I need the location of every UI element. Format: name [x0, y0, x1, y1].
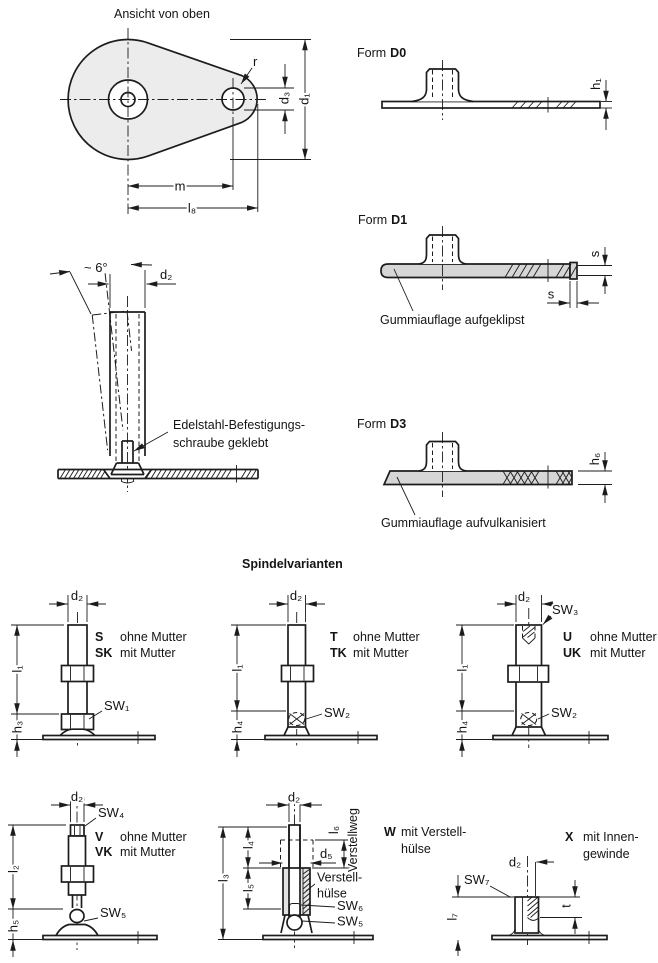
- d0-plate: [382, 102, 600, 109]
- code-v: V: [95, 830, 104, 844]
- dimension-l4: [241, 827, 282, 868]
- dim-label-d1: d₁: [296, 93, 312, 105]
- form-d0-figure: [357, 46, 612, 130]
- form-d1-figure: [358, 213, 612, 327]
- d3-caption: Gummiauflage aufvulkanisiert: [381, 516, 546, 530]
- variant-w: [216, 790, 467, 951]
- sw5-leader: [84, 918, 98, 921]
- desc-vk: mit Mutter: [120, 845, 176, 859]
- dimension-d1: [297, 40, 312, 160]
- dim-label-r: r: [253, 54, 258, 69]
- dimension-l5: [241, 868, 282, 909]
- dim-label-sw7: SW₇: [464, 872, 490, 887]
- mid-nut: [62, 866, 94, 882]
- tilt-figure: [50, 260, 305, 492]
- dim-label-h1: h₁: [588, 78, 603, 90]
- dim-label-h4: h₄: [229, 720, 245, 734]
- dimension-d2: [266, 790, 322, 823]
- code-s: S: [95, 630, 104, 644]
- dimension-s-horizontal: [547, 281, 599, 308]
- dimension-h6: [578, 452, 612, 503]
- sleeve-note-line1: Verstell-: [317, 870, 363, 885]
- code-x: X: [565, 830, 574, 844]
- dim-label-h6: h₆: [587, 452, 602, 466]
- base-plate: [492, 931, 607, 944]
- mid-nut: [282, 666, 314, 682]
- code-sk: SK: [95, 646, 113, 660]
- spindle-variants-heading: Spindelvarianten: [242, 557, 343, 571]
- dimension-h4: [230, 711, 266, 757]
- dim-label-sw1: SW₁: [104, 698, 130, 713]
- base-plate: [263, 931, 373, 944]
- dim-label-l4: l₄: [240, 840, 256, 850]
- code-w: W: [384, 825, 396, 839]
- form-code: D1: [391, 213, 408, 227]
- dim-label-l8: l₈: [187, 200, 197, 216]
- form-word: Form: [358, 213, 388, 227]
- dimension-l1: [455, 625, 515, 711]
- desc-u: ohne Mutter: [590, 630, 657, 644]
- dim-label-sw5: SW₅: [337, 913, 364, 929]
- sw2-leader: [306, 714, 322, 719]
- desc-uk: mit Mutter: [590, 646, 646, 660]
- code-vk: VK: [95, 845, 113, 859]
- sleeve-note-line2: hülse: [317, 886, 347, 901]
- dim-label-l2: l₂: [5, 865, 21, 873]
- d3-plate: [384, 471, 572, 485]
- top-view-extension-lines: [230, 40, 311, 213]
- dim-label-l1: l₁: [454, 664, 470, 672]
- dim-label-l6: l₆: [326, 825, 341, 835]
- dimension-d3: [277, 64, 292, 134]
- mid-nut: [508, 666, 549, 683]
- threaded-bushing: [509, 897, 546, 936]
- dim-label-d2: d₂: [287, 789, 301, 805]
- dimension-s-vertical: [578, 247, 612, 294]
- dimension-r: [241, 54, 258, 84]
- dimension-h4: [455, 711, 494, 757]
- form-d1-title: [358, 213, 407, 227]
- code-t: T: [330, 630, 338, 644]
- screw-note-line1: Edelstahl-Befestigungs-: [173, 418, 306, 432]
- desc-v: ohne Mutter: [120, 830, 187, 844]
- screw-note-line2: schraube geklebt: [173, 436, 269, 450]
- top-flats-cap: [71, 825, 85, 836]
- dimension-l1: [10, 625, 65, 714]
- dim-label-d3: d₃: [276, 91, 292, 105]
- top-view-figure: [60, 7, 312, 216]
- base-plate: [493, 731, 608, 744]
- d1-caption: Gummiauflage aufgeklipst: [380, 313, 525, 327]
- dim-label-d2: d₂: [289, 588, 303, 603]
- sw5-leader: [302, 921, 335, 923]
- dim-label-sw2: SW₂: [324, 705, 350, 720]
- dim-label-sw5: SW₅: [100, 905, 127, 920]
- bottom-nut: [62, 714, 94, 730]
- foot-dome: [56, 925, 98, 936]
- sw4-leader: [85, 818, 96, 826]
- dim-label-l3: l₃: [215, 873, 231, 883]
- dim-label-s-horizontal: s: [547, 286, 555, 302]
- dimension-m: [128, 179, 233, 194]
- mid-nut: [62, 666, 94, 682]
- travel-label: Verstellweg: [346, 808, 360, 872]
- dimension-h5: [6, 909, 44, 957]
- tilted-spindle-phantom: [88, 271, 143, 450]
- dimension-l8: [128, 201, 258, 216]
- form-code: D3: [390, 417, 407, 431]
- form-code: D0: [390, 46, 407, 60]
- dim-label-s-vertical: s: [587, 250, 602, 258]
- top-view-title: Ansicht von oben: [114, 7, 210, 21]
- dim-label-sw6: SW₆: [337, 898, 364, 913]
- desc-x-line2: gewinde: [583, 847, 630, 861]
- sw3-leader: [543, 616, 551, 625]
- dimension-d2: [509, 855, 554, 897]
- desc-sk: mit Mutter: [120, 646, 176, 660]
- dim-label-d2: d₂: [70, 789, 84, 804]
- desc-s: ohne Mutter: [120, 630, 187, 644]
- desc-x-line1: mit Innen-: [583, 830, 639, 844]
- sw7-leader: [490, 886, 511, 898]
- dim-label-d5: d₅: [320, 846, 333, 861]
- variant-x: [445, 830, 639, 956]
- variant-t-tk: [230, 588, 420, 757]
- ball-tip: [287, 915, 302, 930]
- form-d3-title: [357, 417, 406, 431]
- desc-w-line2: hülse: [401, 842, 431, 856]
- dim-label-m: m: [174, 178, 186, 194]
- code-uk: UK: [563, 646, 582, 660]
- desc-w-line1: mit Verstell-: [401, 825, 467, 839]
- plate-hatch: [60, 465, 257, 483]
- base-plate-section: [58, 465, 258, 483]
- form-d0-title: [357, 46, 406, 60]
- desc-t: ohne Mutter: [353, 630, 420, 644]
- dimension-h3: [10, 714, 44, 757]
- desc-tk: mit Mutter: [353, 646, 409, 660]
- dim-label-t: t: [558, 904, 574, 908]
- dim-label-h3: h₃: [9, 720, 25, 734]
- dimension-l2: [6, 825, 67, 909]
- variant-s-sk: [10, 588, 187, 757]
- dim-label-l1: l₁: [9, 665, 25, 673]
- dim-label-d2: d₂: [70, 588, 84, 603]
- form-d3-figure: [357, 417, 612, 530]
- d1-plate: [381, 264, 570, 278]
- dim-label-l5: l₅: [240, 883, 256, 893]
- code-u: U: [563, 630, 573, 644]
- dimension-l1: [230, 625, 287, 711]
- variant-v-vk: [6, 789, 187, 957]
- dim-label-angle: ~ 6°: [84, 260, 108, 275]
- base-plate: [43, 731, 155, 744]
- dimension-angle: [50, 260, 152, 275]
- dimension-l7: [445, 875, 460, 956]
- dim-label-l7: l₇: [444, 913, 460, 921]
- form-word: Form: [357, 417, 387, 431]
- dim-label-d2: d₂: [517, 589, 531, 604]
- variant-u-uk: [455, 589, 657, 757]
- dim-label-sw3: SW₃: [552, 602, 579, 617]
- dim-label-h4: h₄: [454, 720, 470, 734]
- base-plate: [265, 731, 377, 744]
- dim-label-h5: h₅: [5, 919, 21, 933]
- dim-label-sw4: SW₄: [98, 805, 125, 820]
- code-tk: TK: [330, 646, 347, 660]
- dim-label-sw2: SW₂: [551, 705, 577, 720]
- dim-label-d2: d₂: [160, 267, 173, 282]
- dim-label-l1: l₁: [229, 664, 245, 672]
- dim-label-d2: d₂: [508, 854, 522, 870]
- form-word: Form: [357, 46, 387, 60]
